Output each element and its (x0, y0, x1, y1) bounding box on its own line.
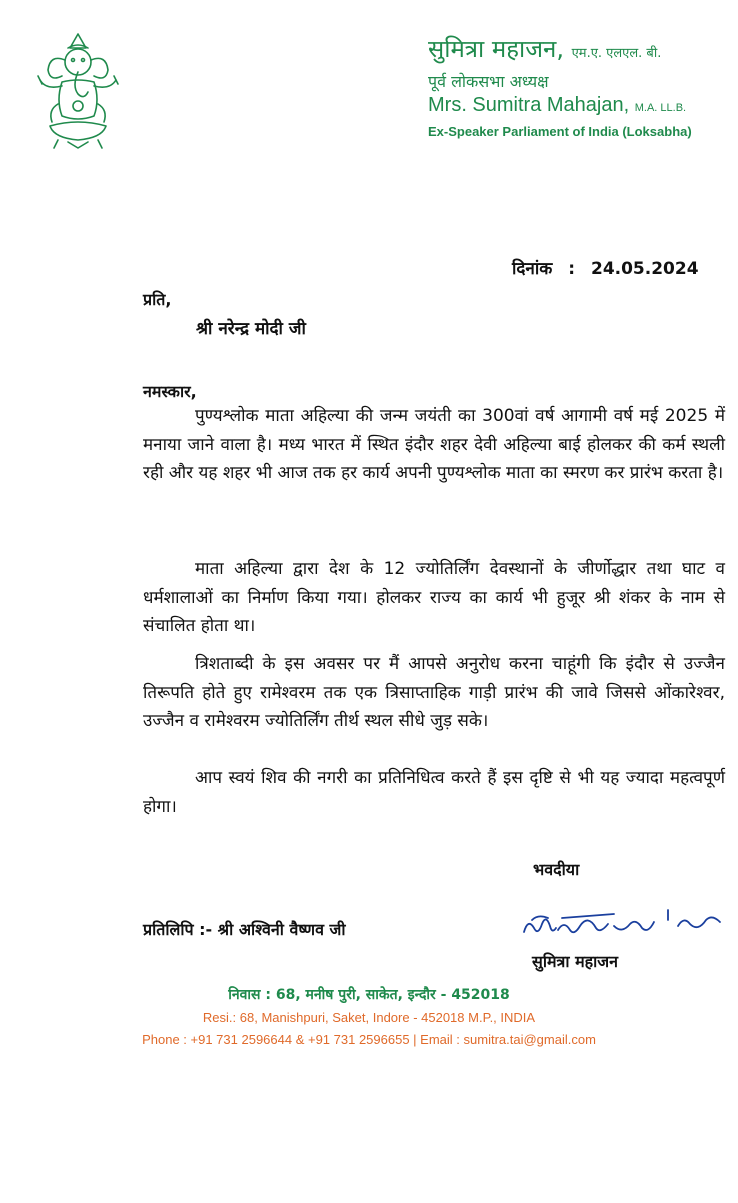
ganesha-logo-icon (28, 30, 128, 150)
footer-address-hindi: निवास : 68, मनीष पुरी, साकेत, इन्दौर - 452018 (228, 987, 510, 1003)
body-paragraph-3: त्रिशताब्दी के इस अवसर पर मैं आपसे अनुरोध करना चाहूंगी कि इंदौर से उज्जैन तिरूपति होते हुए रामेश्वरम तक एक त्रिसाप्ताहिक गाड़ी प्रारंभ की जावे जिससे ओंकारेश्वर, उज्जैन व रामेश्वरम ज्योतिर्लिंग तीर्थ स्थल सीधे जुड़ सके। (143, 654, 725, 731)
footer-contact: Phone : +91 731 2596644 & +91 731 2596655 | Email : sumitra.tai@gmail.com (142, 1032, 596, 1047)
signatory-name: सुमित्रा महाजन (532, 952, 619, 971)
to-label: प्रति, (143, 290, 172, 309)
letterhead-position-hindi: पूर्व लोकसभा अध्यक्ष (428, 72, 549, 91)
degree-hi: एम.ए. एलएल. बी. (571, 46, 662, 61)
closing: भवदीया (533, 860, 580, 879)
letterhead-position-english: Ex-Speaker Parliament of India (Loksabha) (428, 124, 692, 139)
body-paragraph-2: माता अहिल्या द्वारा देश के 12 ज्योतिर्लिंग देवस्थानों के जीर्णोद्धार तथा घाट व धर्मशालाओं का निर्माण किया गया। होलकर राज्य का कार्य भी हुजूर श्री शंकर के नाम से संचालित होता था। (143, 559, 725, 636)
name-en: Mrs. Sumitra Mahajan, (428, 94, 630, 116)
letter-date (512, 256, 699, 279)
letterhead-name-english (428, 94, 686, 117)
date-label: दिनांक (512, 259, 553, 279)
footer-address-english: Resi.: 68, Manishpuri, Saket, Indore - 452018 M.P., INDIA (202, 1010, 536, 1025)
letterhead-name-hindi (428, 32, 661, 65)
addressee: श्री नरेन्द्र मोदी जी (196, 319, 306, 339)
copy-to: प्रतिलिपि :- श्री अश्विनी वैष्णव जी (143, 920, 346, 939)
name-hi: सुमित्रा महाजन, (428, 35, 564, 63)
date-value: 24.05.2024 (590, 259, 699, 279)
body-paragraph-4: आप स्वयं शिव की नगरी का प्रतिनिधित्व करते हैं इस दृष्टि से भी यह ज्यादा महत्वपूर्ण होगा। (143, 768, 725, 817)
degree-en: M.A. LL.B. (634, 102, 687, 114)
date-separator: : (568, 259, 576, 279)
body-paragraph-1: पुण्यश्लोक माता अहिल्या की जन्म जयंती का 300वां वर्ष आगामी वर्ष मई 2025 में मनाया जाने वाला है। मध्य भारत में स्थित इंदौर शहर देवी अहिल्या बाई होलकर की कर्म स्थली रही और यह शहर भी आज तक हर कार्य अपनी पुण्यश्लोक माता का स्मरण कर प्रारंभ करता है। (143, 406, 725, 483)
greeting: नमस्कार, (143, 382, 197, 401)
signature-image (518, 900, 728, 948)
